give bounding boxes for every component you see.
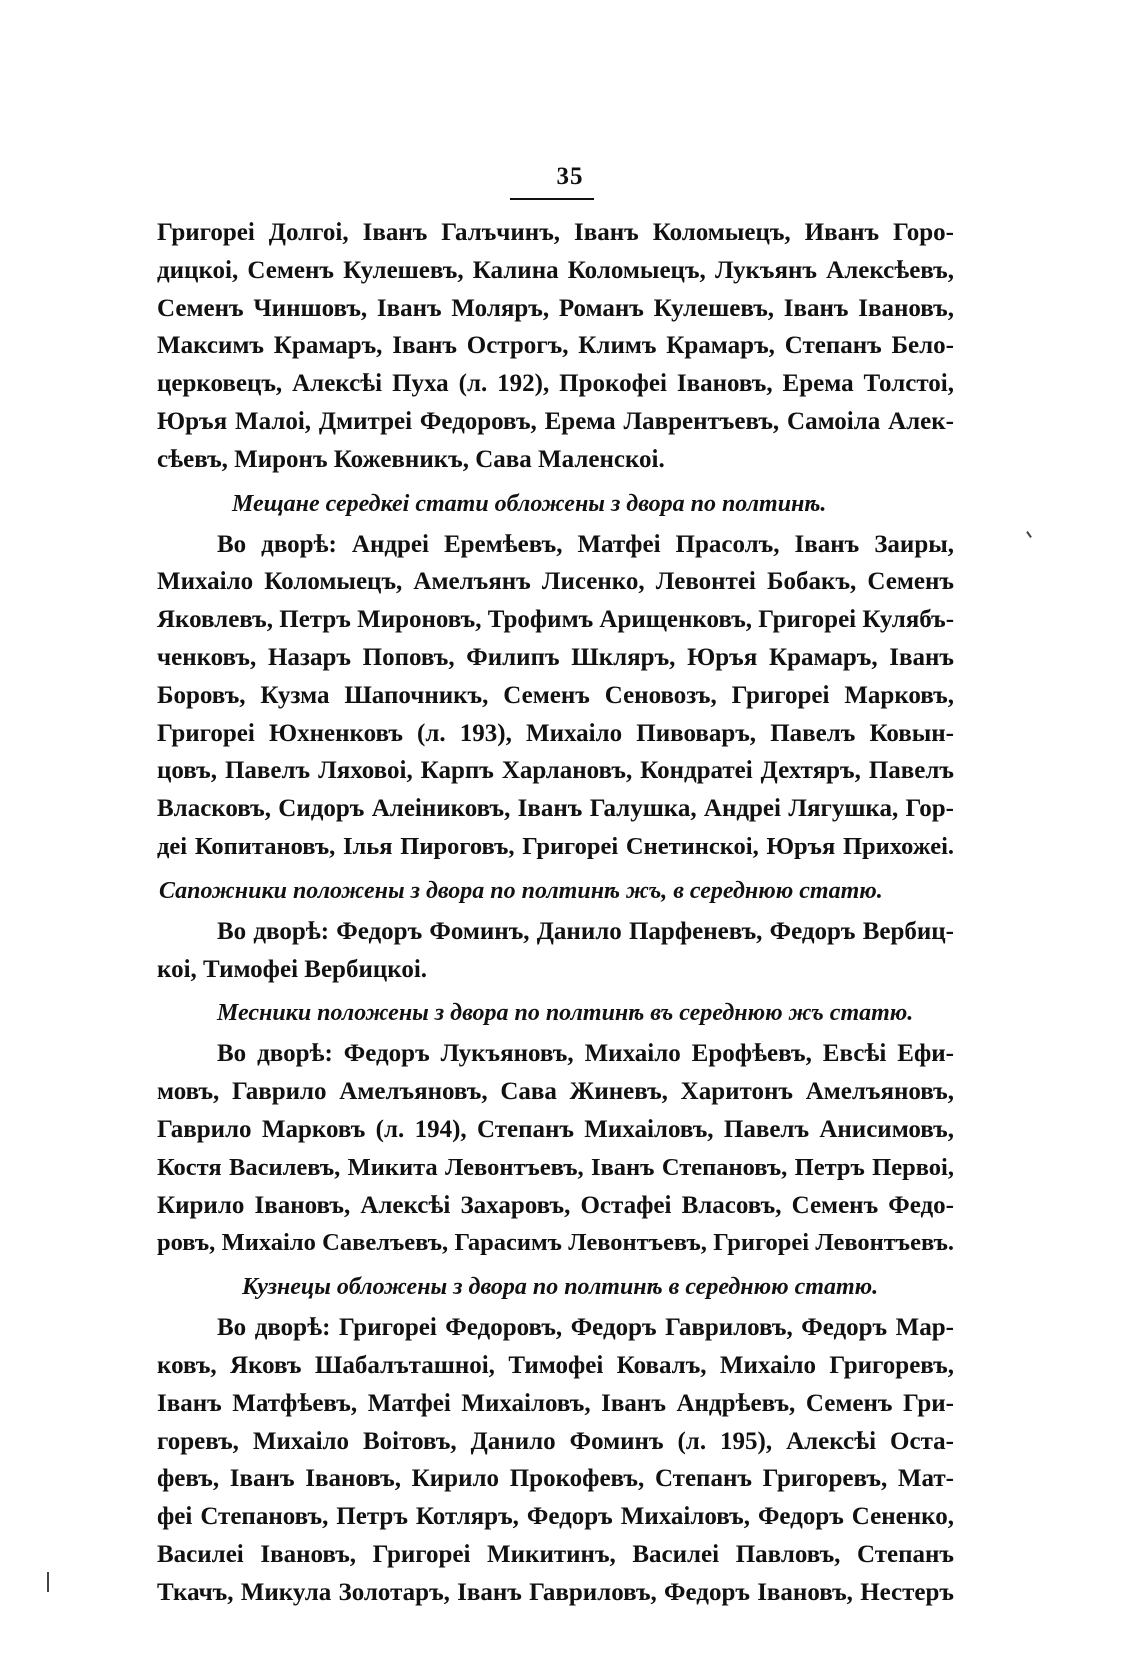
text-line: Ткачъ, Микула Золотаръ, Іванъ Гавриловъ, Федоръ Івановъ, Нестеръ: [157, 1578, 954, 1606]
text-line: Во дворѣ: Федоръ Фоминъ, Данило Парфеневъ, Федоръ Вербиц-: [217, 917, 954, 945]
section-heading-mesniki: Месники положены з двора по полтинѣ въ середнюю жъ статю.: [217, 1000, 914, 1027]
text-line: феі Степановъ, Петръ Котляръ, Федоръ Михаіловъ, Федоръ Сененко,: [157, 1503, 954, 1531]
page-number-rule: [510, 198, 594, 200]
text-line: сѣевъ, Миронъ Кожевникъ, Сава Маленскоі.: [157, 445, 665, 473]
page-text: [157, 214, 954, 1612]
section-heading-kuznetsy: Кузнецы обложены з двора по полтинѣ в середнюю статю.: [242, 1274, 879, 1301]
text-line: мовъ, Гаврило Амелъяновъ, Сава Жиневъ, Харитонъ Амелъяновъ,: [157, 1078, 954, 1106]
margin-mark: [47, 1572, 49, 1592]
text-line: деі Копитановъ, Ілья Пироговъ, Григореі Снетинскоі, Юръя Прихожеі.: [157, 832, 954, 860]
text-line: ровъ, Михаіло Савелъевъ, Гарасимъ Левонтъевъ, Григореі Левонтъевъ.: [157, 1229, 954, 1257]
text-line: Во дворѣ: Григореі Федоровъ, Федоръ Гавриловъ, Федоръ Мар-: [217, 1314, 954, 1342]
print-speck: [1026, 531, 1032, 538]
text-line: Власковъ, Сидоръ Алеіниковъ, Іванъ Галушка, Андреі Лягушка, Гор-: [157, 795, 954, 823]
text-line: Во дворѣ: Андреі Еремѣевъ, Матфеі Прасолъ, Іванъ Заиры,: [217, 530, 954, 558]
text-line: Михаіло Коломыецъ, Амелъянъ Лисенко, Левонтеі Бобакъ, Семенъ: [157, 568, 954, 596]
text-line: Юръя Малоі, Дмитреі Федоровъ, Ерема Лаврентъевъ, Самоіла Алек-: [157, 407, 954, 435]
text-line: ченковъ, Назаръ Поповъ, Филипъ Шкляръ, Юръя Крамаръ, Іванъ: [157, 643, 954, 671]
text-line: Во дворѣ: Федоръ Лукъяновъ, Михаіло Ерофѣевъ, Евсѣі Ефи-: [217, 1040, 954, 1068]
text-line: Григореі Долгоі, Іванъ Галъчинъ, Іванъ Коломыецъ, Иванъ Горо-: [157, 219, 954, 246]
text-line: Боровъ, Кузма Шапочникъ, Семенъ Сеновозъ, Григореі Марковъ,: [157, 681, 954, 709]
text-line: Гаврило Марковъ (л. 194), Степанъ Михаіловъ, Павелъ Анисимовъ,: [157, 1115, 954, 1143]
text-line: ковъ, Яковъ Шабалъташноі, Тимофеі Ковалъ, Михаіло Григоревъ,: [157, 1351, 954, 1379]
text-line: Семенъ Чиншовъ, Іванъ Моляръ, Романъ Кулешевъ, Іванъ Івановъ,: [157, 294, 954, 322]
text-line: цовъ, Павелъ Ляховоі, Карпъ Харлановъ, Кондратеі Дехтяръ, Павелъ: [157, 757, 954, 785]
text-line: Костя Василевъ, Микита Левонтъевъ, Іванъ Степановъ, Петръ Первоі,: [157, 1153, 954, 1181]
section-heading-meshchane: Мещане середкеі стати обложены з двора по полтинѣ.: [232, 490, 827, 517]
section-heading-sapozhniki: Сапожники положены з двора по полтинѣ жъ, в середнюю статю.: [159, 877, 883, 904]
text-line: Максимъ Крамаръ, Іванъ Острогъ, Климъ Крамаръ, Степанъ Бело-: [157, 332, 954, 360]
text-line: Іванъ Матфѣевъ, Матфеі Михаіловъ, Іванъ Андрѣевъ, Семенъ Гри-: [157, 1389, 954, 1417]
text-line: Яковлевъ, Петръ Мироновъ, Трофимъ Арищенковъ, Григореі Кулябъ-: [157, 606, 955, 634]
text-line: коі, Тимофеі Вербицкоі.: [157, 955, 428, 983]
text-line: горевъ, Михаіло Воітовъ, Данило Фоминъ (л. 195), Алексѣі Оста-: [157, 1427, 954, 1455]
text-line: Григореі Юхненковъ (л. 193), Михаіло Пивоваръ, Павелъ Ковын-: [157, 719, 954, 747]
page-number: 35: [556, 163, 584, 190]
text-line: февъ, Іванъ Івановъ, Кирило Прокофевъ, Степанъ Григоревъ, Мат-: [157, 1465, 954, 1493]
text-line: Василеі Івановъ, Григореі Микитинъ, Василеі Павловъ, Степанъ: [157, 1540, 954, 1568]
text-line: Кирило Івановъ, Алексѣі Захаровъ, Остафеі Власовъ, Семенъ Федо-: [157, 1191, 954, 1219]
text-line: дицкоі, Семенъ Кулешевъ, Калина Коломыецъ, Лукъянъ Алексѣевъ,: [157, 256, 954, 284]
text-line: церковецъ, Алексѣі Пуха (л. 192), Прокофеі Івановъ, Ерема Толстоі,: [157, 370, 954, 398]
